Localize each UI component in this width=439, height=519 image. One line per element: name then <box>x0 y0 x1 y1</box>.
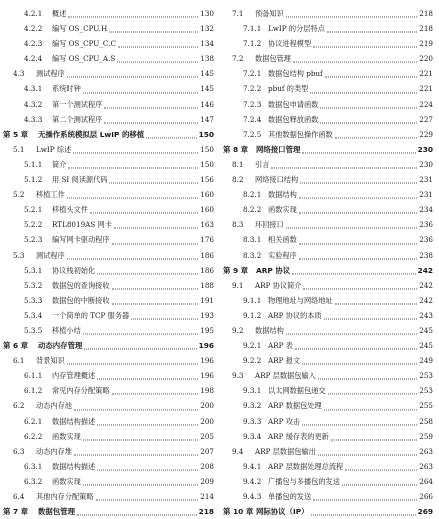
toc-page-number: 242 <box>417 265 433 275</box>
toc-entry-number: 第 6 章 <box>3 341 29 351</box>
toc-page-number: 186 <box>200 265 214 275</box>
toc-dot-leader <box>74 394 198 410</box>
toc-dot-leader <box>302 409 417 425</box>
toc-entry-number: 6.3 <box>13 446 25 456</box>
toc-dot-leader <box>118 32 198 48</box>
toc-page-number: 145 <box>200 84 214 94</box>
toc-page-number: 193 <box>200 310 214 320</box>
toc-entry-title: ARP 报文 <box>268 356 301 366</box>
toc-page-number: 195 <box>200 325 214 335</box>
toc-entry-title: 概述 <box>52 9 67 18</box>
toc-dot-leader <box>114 213 198 229</box>
toc-entry-number: 6.3.2 <box>24 476 43 486</box>
toc-entry-number: 6.2.1 <box>24 416 43 426</box>
toc-entry-number: 5.3.1 <box>24 265 43 275</box>
toc-dot-leader <box>77 500 197 516</box>
toc-dot-leader <box>302 137 415 153</box>
toc-entry-number: 5.2.3 <box>24 235 43 245</box>
toc-entry-title: ARP 数据包处理 <box>268 401 322 411</box>
toc-page-number: 242 <box>419 295 433 305</box>
toc-entry-title: 简介 <box>52 159 67 169</box>
toc-page-number: 150 <box>200 144 214 154</box>
toc-entry-number: 4.2.1 <box>24 9 43 18</box>
toc-dot-leader <box>328 379 418 395</box>
toc-entry-number: 5.1.1 <box>24 159 43 169</box>
toc-dot-leader <box>313 485 417 501</box>
toc-dot-leader <box>303 273 417 289</box>
toc-entry-title: 动态内存堆 <box>36 446 72 456</box>
toc-page-number: 259 <box>419 431 433 441</box>
toc-page-number: 145 <box>200 69 214 79</box>
toc-page-number: 146 <box>200 99 214 109</box>
toc-entry-title: 数据结构描述 <box>52 461 96 471</box>
toc-page-number: 150 <box>198 129 214 139</box>
toc-dot-leader <box>299 183 418 199</box>
toc-entry-title: ARP 攻击 <box>268 416 301 426</box>
toc-dot-leader <box>74 439 198 455</box>
toc-dot-leader <box>318 439 417 455</box>
toc-page-number: 221 <box>419 84 433 94</box>
toc-page-number: 234 <box>419 205 433 215</box>
toc-dot-leader <box>117 47 198 63</box>
toc-page-number: 245 <box>419 341 433 351</box>
toc-entry-number: 5.2.1 <box>24 205 43 215</box>
toc-entry-title: 数据结构描述 <box>52 416 96 426</box>
toc-page-number: 218 <box>198 507 214 517</box>
toc-entry-number: 8.2.2 <box>243 205 262 215</box>
toc-chapter-entry <box>0 504 220 519</box>
toc-entry-number: 9.4.1 <box>243 461 262 471</box>
toc-entry-title: 无操作系统模拟层 LwIP 的移植 <box>38 129 145 139</box>
toc-left-column <box>0 6 220 519</box>
toc-dot-leader <box>320 92 417 108</box>
toc-entry-number: 5.1.2 <box>24 175 43 185</box>
toc-page-number: 196 <box>200 371 214 381</box>
toc-entry-title: ARP 协议 <box>256 265 291 275</box>
toc-entry-title: 移植工作 <box>36 190 65 200</box>
toc-entry-number: 4.3 <box>13 69 25 79</box>
toc-entry-number: 7.2.3 <box>243 99 262 109</box>
toc-dot-leader <box>293 47 417 63</box>
toc-entry-title: 物理地址与网络地址 <box>268 295 333 305</box>
toc-entry-number: 9.3.1 <box>243 386 262 396</box>
toc-entry-title: 编写 OS_CPU.H <box>52 24 108 34</box>
toc-page-number: 198 <box>200 386 214 396</box>
toc-page-number: 186 <box>200 250 214 260</box>
toc-page-number: 243 <box>419 310 433 320</box>
toc-dot-leader <box>345 454 417 470</box>
toc-page-number: 220 <box>419 54 433 64</box>
toc-dot-leader <box>299 243 418 259</box>
toc-entry-number: 7.1.2 <box>243 39 262 49</box>
toc-page-number: 191 <box>200 295 214 305</box>
toc-entry-number: 8.2.1 <box>243 190 262 200</box>
toc-page-number: 245 <box>419 325 433 335</box>
toc-entry-title: 网际协议（IP） <box>256 507 309 517</box>
toc-entry-number: 8.3.2 <box>243 250 262 260</box>
toc-page-number: 147 <box>200 114 214 124</box>
toc-entry-number: 6.4 <box>13 492 25 501</box>
toc-entry-number: 7.2 <box>232 54 244 64</box>
toc-page-number: 134 <box>200 39 214 49</box>
toc-entry-title: 一个简单的 TCP 服务器 <box>52 310 130 320</box>
toc-entry-title: 编写 OS_CPU_A.S <box>52 54 116 64</box>
toc-page-number: 230 <box>419 159 433 169</box>
toc-dot-leader <box>286 213 418 229</box>
toc-page-number: 160 <box>200 205 214 215</box>
toc-entry-title: LwIP 综述 <box>36 144 72 154</box>
toc-page-number: 218 <box>419 24 433 34</box>
toc-entry-number: 第 9 章 <box>223 265 249 275</box>
toc-dot-leader <box>320 107 417 123</box>
toc-entry-title: 函数实现 <box>268 205 297 215</box>
toc-page-number: 238 <box>419 250 433 260</box>
toc-dot-leader <box>104 107 198 123</box>
toc-dot-leader <box>67 349 199 365</box>
toc-dot-leader <box>331 424 417 440</box>
toc-entry-title: 移植小结 <box>52 325 81 335</box>
toc-entry-title: 实验程序 <box>268 250 297 260</box>
toc-dot-leader <box>97 258 198 274</box>
toc-entry-number: 4.3.2 <box>24 99 43 109</box>
toc-page-number: 138 <box>200 54 214 64</box>
toc-entry-number: 9.1.2 <box>243 310 262 320</box>
toc-entry-number: 9.4.3 <box>243 492 262 501</box>
toc-entry-number: 6.1 <box>13 356 25 366</box>
toc-entry-title: 相关函数 <box>268 235 297 245</box>
toc-dot-leader <box>83 469 199 485</box>
toc-chapter-entry <box>223 504 435 519</box>
toc-entry-title: ARP 协议的本质 <box>268 310 322 320</box>
toc-entry-number: 9.1.1 <box>243 295 262 305</box>
toc-page-number: 150 <box>200 159 214 169</box>
toc-entry-title: 预备知识 <box>255 9 284 18</box>
toc-entry-number: 9.2 <box>232 325 244 335</box>
toc-entry-title: 第二个测试程序 <box>52 114 103 124</box>
toc-entry-title: ARP 层数据处理总流程 <box>268 461 344 471</box>
toc-dot-leader <box>96 485 199 501</box>
toc-entry-title: 用 SI 阅读源代码 <box>52 175 108 185</box>
toc-entry-title: 内存管理概述 <box>52 371 96 381</box>
toc-entry-title: 函数实现 <box>52 431 81 441</box>
toc-page-number: 264 <box>419 476 433 486</box>
toc-dot-leader <box>295 334 417 350</box>
toc-entry-number: 9.3.3 <box>243 416 262 426</box>
toc-dot-leader <box>90 198 198 214</box>
toc-entry-number: 8.3.1 <box>243 235 262 245</box>
toc-dot-leader <box>325 62 418 78</box>
toc-entry-title: 数据包申请函数 <box>268 99 319 109</box>
toc-entry-number: 9.3.2 <box>243 401 262 411</box>
toc-entry-title: 其他数据包操作函数 <box>268 129 333 139</box>
toc-dot-leader <box>311 500 416 516</box>
toc-entry-number: 9.2.1 <box>243 341 262 351</box>
toc-page-number: 176 <box>200 235 214 245</box>
toc-entry-title: 环回接口 <box>255 220 284 230</box>
toc-dot-leader <box>342 469 417 485</box>
toc-page-number: 255 <box>419 401 433 411</box>
toc-entry-number: 5.3 <box>13 250 25 260</box>
toc-page-number: 231 <box>419 175 433 185</box>
toc-dot-leader <box>302 349 417 365</box>
toc-page-number: 231 <box>419 190 433 200</box>
toc-page-number: 132 <box>200 24 214 34</box>
toc-dot-leader <box>104 92 198 108</box>
toc-page-number: 218 <box>419 9 433 18</box>
toc-entry-title: 以太网数据包递交 <box>268 386 326 396</box>
toc-entry-title: 编写网卡驱动程序 <box>52 235 110 245</box>
toc-page-number: 253 <box>419 386 433 396</box>
toc-page-number: 207 <box>200 446 214 456</box>
toc-page-number: 242 <box>419 280 433 290</box>
toc-entry-number: 6.2 <box>13 401 25 411</box>
toc-page-number: 160 <box>200 190 214 200</box>
toc-page-number: 196 <box>200 356 214 366</box>
toc-page-number: 205 <box>200 431 214 441</box>
toc-entry-title: 函数实现 <box>52 476 81 486</box>
toc-dot-leader <box>67 62 199 78</box>
toc-entry-number: 4.2.4 <box>24 54 43 64</box>
toc-entry-number: 7.2.1 <box>243 69 262 79</box>
toc-entry-number: 8.1 <box>232 159 244 169</box>
toc-page-number: 200 <box>200 416 214 426</box>
toc-entry-title: ARP 表 <box>268 341 293 351</box>
toc-dot-leader <box>109 17 198 33</box>
toc-entry-number: 7.2.5 <box>243 129 262 139</box>
toc-dot-leader <box>299 198 418 214</box>
toc-entry-number: 9.3.4 <box>243 431 262 441</box>
toc-entry-number: 8.3 <box>232 220 244 230</box>
toc-dot-leader <box>112 288 199 304</box>
toc-dot-leader <box>68 152 198 168</box>
toc-entry-title: 广播包与多播包的发送 <box>268 476 340 486</box>
toc-page-number: 249 <box>419 356 433 366</box>
toc-entry-title: ARP 缓存表的更新 <box>268 431 329 441</box>
toc-entry-number: 7.1.1 <box>243 24 262 34</box>
toc-entry-title: 编写 OS_CPU_C.C <box>52 39 116 49</box>
toc-entry-title: 网络接口管理 <box>256 144 301 154</box>
toc-dot-leader <box>73 137 198 153</box>
toc-dot-leader <box>292 258 415 274</box>
toc-entry-title: 数据包的查询接收 <box>52 280 110 290</box>
toc-entry-number: 4.3.3 <box>24 114 43 124</box>
toc-page-number: 130 <box>200 9 214 18</box>
toc-dot-leader <box>83 318 199 334</box>
toc-page-number: 224 <box>419 99 433 109</box>
toc-page-number: 200 <box>200 401 214 411</box>
toc-entry-number: 第 10 章 <box>223 507 254 517</box>
toc-entry-number: 4.2.3 <box>24 39 43 49</box>
toc-entry-number: 9.3 <box>232 371 244 381</box>
toc-dot-leader <box>300 168 417 184</box>
toc-entry-number: 9.4 <box>232 446 244 456</box>
toc-entry-number: 5.3.5 <box>24 325 43 335</box>
toc-page-number: 229 <box>419 129 433 139</box>
toc-dot-leader <box>112 379 199 395</box>
toc-entry-number: 第 7 章 <box>3 507 29 517</box>
toc-page-number: 208 <box>200 461 214 471</box>
toc-entry-number: 第 8 章 <box>223 144 249 154</box>
toc-entry-title: ARP 层数据包输出 <box>255 446 316 456</box>
toc-entry-title: pbuf 的类型 <box>268 84 309 94</box>
toc-dot-leader <box>83 424 199 440</box>
toc-dot-leader <box>271 152 417 168</box>
toc-right-column <box>223 6 435 519</box>
toc-page-number: 188 <box>200 280 214 290</box>
toc-entry-number: 9.1 <box>232 280 244 290</box>
toc-dot-leader <box>84 334 196 350</box>
toc-entry-title: 单播包的发送 <box>268 492 312 501</box>
toc-dot-leader <box>68 2 198 18</box>
toc-entry-number: 7.2.2 <box>243 84 262 94</box>
toc-dot-leader <box>131 303 198 319</box>
toc-page-number: 227 <box>419 114 433 124</box>
toc-entry-title: ARP 层数据包输入 <box>255 371 316 381</box>
toc-dot-leader <box>112 228 199 244</box>
toc-entry-title: 测试程序 <box>36 69 65 79</box>
toc-dot-leader <box>97 409 198 425</box>
toc-entry-title: 数据包管理 <box>38 507 75 517</box>
toc-entry-number: 6.1.2 <box>24 386 43 396</box>
toc-dot-leader <box>327 17 417 33</box>
toc-entry-number: 7.1 <box>232 9 244 18</box>
toc-entry-title: 数据包释放函数 <box>268 114 319 124</box>
toc-page-number: 209 <box>200 476 214 486</box>
toc-dot-leader <box>335 288 418 304</box>
toc-dot-leader <box>286 318 418 334</box>
toc-dot-leader <box>97 364 198 380</box>
toc-dot-leader <box>112 273 199 289</box>
toc-dot-leader <box>299 228 418 244</box>
toc-entry-number: 5.3.2 <box>24 280 43 290</box>
toc-entry-number: 5.1 <box>13 144 25 154</box>
toc-entry-number: 6.2.2 <box>24 431 43 441</box>
toc-dot-leader <box>109 168 198 184</box>
toc-entry-number: 4.3.1 <box>24 84 43 94</box>
toc-dot-leader <box>67 243 199 259</box>
toc-entry-title: 协议进程模型 <box>268 39 312 49</box>
toc-dot-leader <box>335 122 418 138</box>
toc-entry-number: 9.2.2 <box>243 356 262 366</box>
toc-entry-title: 数据包的中断接收 <box>52 295 110 305</box>
toc-entry-number: 第 5 章 <box>3 129 29 139</box>
toc-page-number: 266 <box>419 492 433 501</box>
toc-entry-title: 常见内存分配策略 <box>52 386 110 396</box>
toc-page-number: 253 <box>419 371 433 381</box>
toc-dot-leader <box>83 77 199 93</box>
toc-entry-title: ARP 协议简介 <box>255 280 302 290</box>
toc-entry-title: 动态内存管理 <box>38 341 83 351</box>
toc-page-number: 219 <box>419 39 433 49</box>
toc-entry-title: 引言 <box>255 159 270 169</box>
toc-entry-title: 数据结构 <box>268 190 297 200</box>
toc-page-number: 258 <box>419 416 433 426</box>
toc-dot-leader <box>318 364 417 380</box>
toc-entry-number: 5.2 <box>13 190 25 200</box>
toc-entry-number: 5.3.3 <box>24 295 43 305</box>
toc-page-number: 230 <box>417 144 433 154</box>
toc-entry-number: 7.2.4 <box>243 114 262 124</box>
toc-entry-number: 6.1.1 <box>24 371 43 381</box>
toc-page-number: 236 <box>419 235 433 245</box>
toc-page-number: 221 <box>419 69 433 79</box>
toc-entry-title: 数据包管理 <box>255 54 291 64</box>
toc-page-number: 163 <box>200 220 214 230</box>
toc-page-number: 263 <box>419 446 433 456</box>
toc-dot-leader <box>310 77 417 93</box>
toc-entry-title: 移植头文件 <box>52 205 88 215</box>
toc-entry-title: 其他内存分配策略 <box>36 492 94 501</box>
toc-entry-title: 数据包结构 pbuf <box>268 69 323 79</box>
toc-entry-number: 8.2 <box>232 175 244 185</box>
toc-entry-title: LwIP 的分层特点 <box>268 24 325 34</box>
toc-entry-title: 测试程序 <box>36 250 65 260</box>
toc-page-number: 236 <box>419 220 433 230</box>
toc-entry-title: 协议栈初始化 <box>52 265 96 275</box>
toc-entry-title: RTL8019AS 网卡 <box>52 220 112 230</box>
toc-dot-leader <box>324 303 418 319</box>
toc-dot-leader <box>146 122 196 138</box>
toc-entry-title: 背景知识 <box>36 356 65 366</box>
toc-entry-title: 第一个测试程序 <box>52 99 103 109</box>
toc-page-number: 196 <box>198 341 214 351</box>
toc-entry-number: 5.3.4 <box>24 310 43 320</box>
toc-entry-title: 数据结构 <box>255 325 284 335</box>
toc-dot-leader <box>324 394 418 410</box>
toc-entry-title: 系统时钟 <box>52 84 81 94</box>
toc-dot-leader <box>67 183 199 199</box>
toc-dot-leader <box>313 32 417 48</box>
toc-page-number: 156 <box>200 175 214 185</box>
toc-entry-number: 9.4.2 <box>243 476 262 486</box>
toc-page-number: 214 <box>200 492 214 501</box>
toc-page-number: 263 <box>419 461 433 471</box>
toc-entry-number: 5.2.2 <box>24 220 43 230</box>
toc-dot-leader <box>286 2 418 18</box>
toc-page-number: 269 <box>417 507 433 517</box>
toc-entry-number: 6.3.1 <box>24 461 43 471</box>
toc-entry-number: 4.2.2 <box>24 24 43 34</box>
toc-entry-title: 动态内存池 <box>36 401 72 411</box>
toc-entry-title: 网络接口结构 <box>255 175 299 185</box>
toc-dot-leader <box>97 454 198 470</box>
